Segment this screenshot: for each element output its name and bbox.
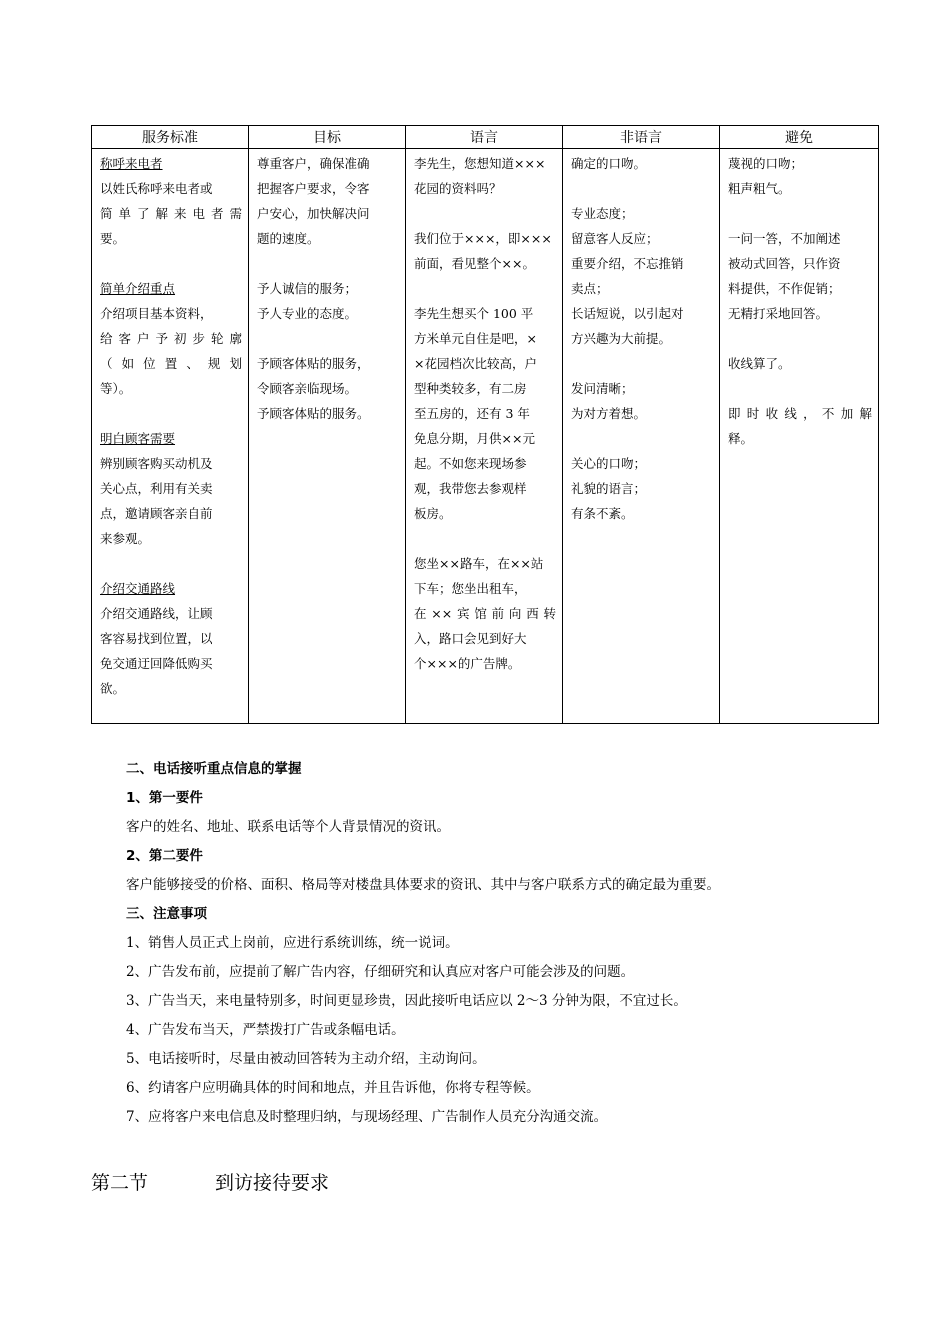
cell-line [571,176,713,201]
cell-non-language [563,149,720,724]
cell-goal [249,149,406,724]
cell-avoid [720,149,879,724]
table-row [92,149,879,724]
cell-line: 欲。 [100,681,126,696]
section-heading [91,1166,329,1200]
service-standard-table [91,125,879,724]
cell-line: 有条不紊。 [571,506,634,521]
cell-line: 至五房的，还有 3 年 [414,406,530,421]
cell-line: 花园的资料吗？ [414,181,502,196]
header-non-language: 非语言 [563,126,720,149]
cell-line: 确定的口吻。 [571,156,647,171]
header-goal: 目标 [249,126,406,149]
header-service-standard: 服务标准 [92,126,249,149]
cell-line: 前面，看见整个××。 [414,256,535,271]
cell-line [728,326,872,351]
cell-line: 明白顾客需要 [100,431,176,446]
header-avoid: 避免 [720,126,879,149]
cell-line: 专业态度； [571,206,634,221]
header-language: 语言 [406,126,563,149]
note-item: 5、电话接听时，尽量由被动回答转为主动介绍，主动询问。 [126,1051,486,1067]
cell-line: ×花园档次比较高，户 [414,356,537,371]
cell-line: 下车；您坐出租车， [414,581,527,596]
note-item: 3、广告当天，来电量特别多，时间更显珍贵，因此接听电话应以 2～3 分钟为限，不宜过长。 [126,993,687,1009]
cell-line: 观，我带您去参观样 [414,481,527,496]
cell-line: 给客户予初步轮廓 [100,331,242,346]
cell-line [571,351,713,376]
cell-line: 予顾客体贴的服务， [257,356,370,371]
note-item: 6、约请客户应明确具体的时间和地点，并且告诉他，你将专程等候。 [126,1080,540,1096]
cell-line: 辨别顾客购买动机及 [100,456,213,471]
section-title-text: 到访接待要求 [215,1172,330,1194]
cell-line [100,551,242,576]
cell-line [257,251,399,276]
cell-line: 李先生想买个 100 平 [414,306,534,321]
note-item: 4、广告发布当天，严禁拨打广告或条幅电话。 [126,1022,405,1038]
heading-notes: 三、注意事项 [126,906,207,922]
cell-line: 长话短说，以引起对 [571,306,684,321]
cell-line: 介绍交通路线，让顾 [100,606,213,621]
body-text [126,755,906,1132]
cell-line: 您坐××路车，在××站 [414,556,544,571]
cell-line [100,251,242,276]
cell-line [414,201,556,226]
cell-line: 介绍交通路线 [100,581,176,596]
cell-service-standard [92,149,249,724]
cell-line: 关心的口吻； [571,456,647,471]
cell-line: 粗声粗气。 [728,181,791,196]
subheading-first-item: 1、第一要件 [126,790,203,806]
paragraph-second-item: 客户能够接受的价格、面积、格局等对楼盘具体要求的资讯、其中与客户联系方式的确定最为重要。 [126,877,720,893]
cell-line: 题的速度。 [257,231,320,246]
cell-line: 起。不如您来现场参 [414,456,527,471]
cell-line: 客容易找到位置，以 [100,631,213,646]
cell-line: 李先生，您想知道××× [414,156,546,171]
cell-line: 型种类较多，有二房 [414,381,527,396]
cell-line [571,426,713,451]
cell-line: 免息分期，月供××元 [414,431,535,446]
cell-line: 方兴趣为大前提。 [571,331,672,346]
section-number: 第二节 [91,1172,149,1194]
cell-line [100,401,242,426]
cell-line: 板房。 [414,506,452,521]
cell-line: 在××宾馆前向西转 [414,606,556,621]
cell-line: 即时收线，不加解 [728,406,872,421]
cell-line: 礼貌的语言； [571,481,647,496]
cell-line: 来参观。 [100,531,151,546]
cell-line: 无精打采地回答。 [728,306,829,321]
cell-line: 个×××的广告牌。 [414,656,521,671]
paragraph-first-item: 客户的姓名、地址、联系电话等个人背景情况的资讯。 [126,819,450,835]
cell-line [257,326,399,351]
cell-line: 卖点； [571,281,609,296]
cell-line: 方米单元自住是吧，× [414,331,537,346]
cell-line: 一问一答，不加阐述 [728,231,841,246]
cell-line: 予人专业的态度。 [257,306,358,321]
cell-line [414,276,556,301]
cell-line: 尊重客户，确保准确 [257,156,370,171]
cell-line: 把握客户要求，令客 [257,181,370,196]
cell-line: 释。 [728,431,754,446]
cell-line [728,376,872,401]
cell-line: 入，路口会见到好大 [414,631,527,646]
cell-line: 收线算了。 [728,356,791,371]
cell-line: 被动式回答，只作资 [728,256,841,271]
cell-line: 称呼来电者 [100,156,163,171]
cell-line: 重要介绍，不忘推销 [571,256,684,271]
cell-line: 简单了解来电者需 [100,206,242,221]
cell-line: 我们位于×××，即××× [414,231,552,246]
cell-line: 免交通迂回降低购买 [100,656,213,671]
cell-line: 关心点，利用有关卖 [100,481,213,496]
cell-line [728,201,872,226]
note-item: 2、广告发布前，应提前了解广告内容，仔细研究和认真应对客户可能会涉及的问题。 [126,964,635,980]
cell-line: 予顾客体贴的服务。 [257,406,370,421]
cell-line: 为对方着想。 [571,406,647,421]
heading-key-info: 二、电话接听重点信息的掌握 [126,761,302,777]
cell-line: 蔑视的口吻； [728,156,804,171]
cell-line: 户安心，加快解决问 [257,206,370,221]
cell-line: 介绍项目基本资料， [100,306,213,321]
cell-line: 等）。 [100,381,132,396]
cell-line: 简单介绍重点 [100,281,176,296]
cell-line: 要。 [100,231,126,246]
cell-line [414,526,556,551]
note-item: 1、销售人员正式上岗前，应进行系统训练，统一说词。 [126,935,459,951]
cell-line: 以姓氏称呼来电者或 [100,181,213,196]
cell-line: 点，邀请顾客亲自前 [100,506,213,521]
cell-line: 留意客人反应； [571,231,659,246]
subheading-second-item: 2、第二要件 [126,848,203,864]
cell-language [406,149,563,724]
cell-line: 发问清晰； [571,381,634,396]
cell-line: 料提供，不作促销； [728,281,841,296]
table-header-row [92,126,879,149]
cell-line: 予人诚信的服务； [257,281,358,296]
cell-line: （如位置、规划 [100,356,242,371]
note-item: 7、应将客户来电信息及时整理归纳，与现场经理、广告制作人员充分沟通交流。 [126,1109,608,1125]
cell-line: 令顾客亲临现场。 [257,381,358,396]
